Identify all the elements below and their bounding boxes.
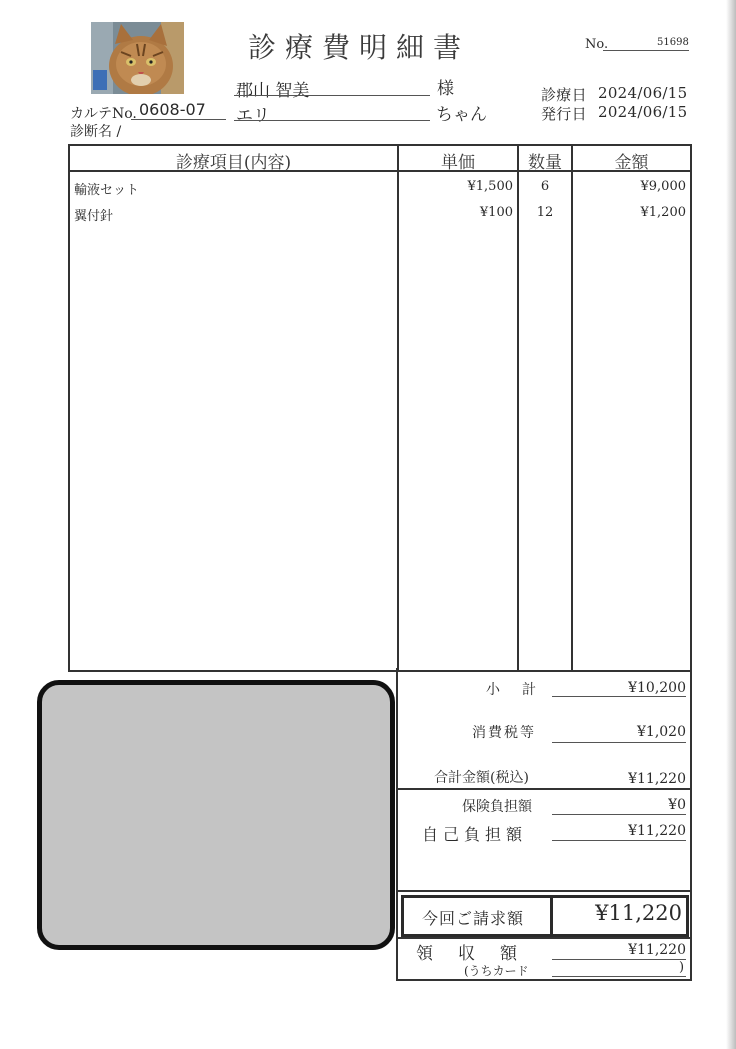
pet-underline [234,120,430,121]
self-pay-underline [552,840,686,841]
exam-date-value: 2024/06/15 [598,84,688,102]
owner-underline [234,95,430,96]
number-underline [603,50,689,51]
pet-photo [91,22,184,94]
card-paren-close: ) [679,960,685,975]
karte-number: 0608-07 [139,100,206,119]
received-value: ¥11,220 [628,942,686,958]
received-label: 領 収 額 [416,944,521,964]
row-amount: ¥9,000 [640,179,686,194]
insurance-value: ¥0 [668,797,686,813]
redacted-area [37,680,395,950]
tax-value: ¥1,020 [637,724,686,740]
column-divider [397,146,399,670]
card-label: (うちカード [464,964,529,978]
owner-honorific: 様 [437,79,454,99]
header-unit-price: 単価 [441,153,475,173]
subtotal-underline [552,696,686,697]
received-underline [552,959,686,960]
diagnosis-label: 診断名 / [70,124,122,140]
karte-label: カルテNo. [70,106,137,122]
summary-divider [398,890,690,892]
issue-date-label: 発行日 [541,105,587,123]
self-pay-label: 自己負担額 [422,825,528,844]
tax-label: 消費税等 [472,725,536,741]
page-edge-shadow [726,0,736,1049]
row-item: 翼付針 [74,209,114,224]
summary-divider [398,788,690,790]
header-item: 診療項目(内容) [175,153,292,173]
issue-date-value: 2024/06/15 [598,103,688,121]
number-label: No. [585,37,609,52]
column-divider [517,146,519,670]
header-amount: 金額 [614,153,649,173]
insurance-underline [552,814,686,815]
billing-label: 今回ご請求額 [422,909,525,928]
summary-block [396,668,692,981]
insurance-label: 保険負担額 [462,799,532,815]
card-underline [552,976,686,977]
pet-honorific: ちゃん [436,105,487,125]
row-quantity: 6 [540,179,550,194]
exam-date-label: 診療日 [541,86,587,104]
row-item: 輸液セット [74,183,140,198]
karte-underline [131,119,226,120]
column-divider [571,146,573,670]
subtotal-value: ¥10,200 [628,680,686,696]
row-unit-price: ¥100 [479,205,513,220]
document-title: 診療費明細書 [248,31,471,64]
self-pay-value: ¥11,220 [628,823,686,839]
row-unit-price: ¥1,500 [467,179,513,194]
items-table [68,144,692,672]
document-number: 51698 [657,37,689,48]
header-quantity: 数量 [528,153,562,173]
tax-underline [552,742,686,743]
pet-name: エリ [236,106,270,126]
billing-box [401,895,689,937]
total-value: ¥11,220 [628,771,686,787]
billing-value: ¥11,220 [595,901,682,925]
row-quantity: 12 [536,205,554,220]
owner-name: 郡山 智美 [236,81,310,101]
total-label: 合計金額(税込) [434,770,529,786]
subtotal-label: 小 計 [486,682,540,698]
row-amount: ¥1,200 [640,205,686,220]
